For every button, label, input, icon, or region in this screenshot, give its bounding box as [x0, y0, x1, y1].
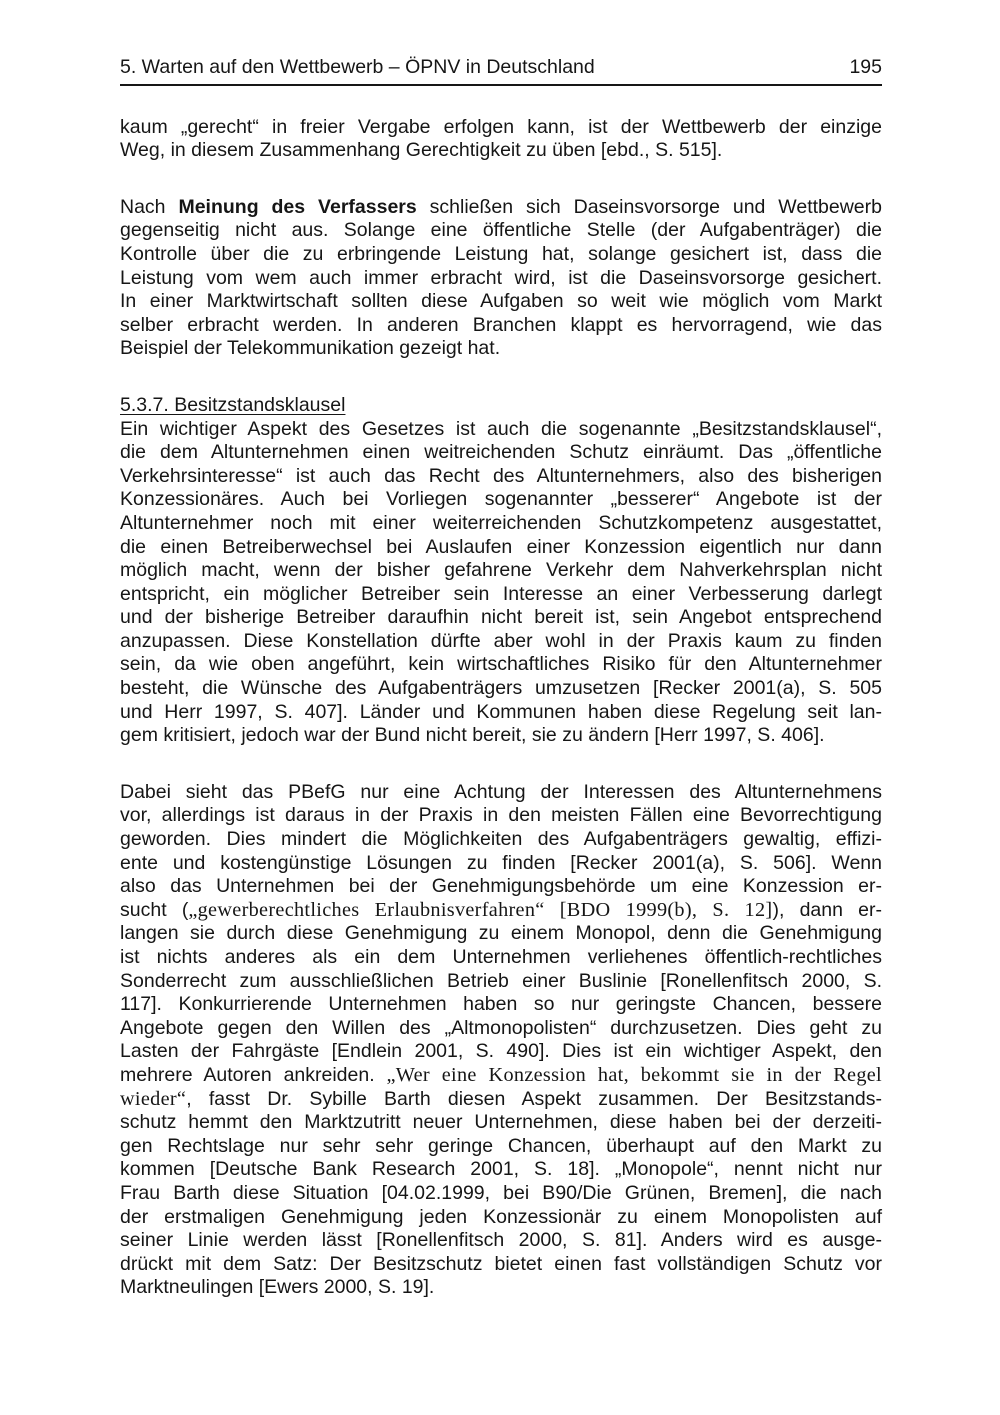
text-segment: Leistung vom wem auch immer erbracht wird, ist die Daseinsvorsorge gesichert.: [120, 266, 882, 289]
serif-text-segment: wieder“: [120, 1087, 187, 1110]
text-line: [120, 606, 882, 630]
text-line: [120, 875, 882, 899]
bold-text-segment: Meinung des Verfassers: [178, 195, 417, 218]
text-segment: gen Rechtslage nur sehr sehr geringe Chancen, überhaupt auf den Markt zu: [120, 1134, 882, 1157]
serif-text-segment: „gewerberechtliches Erlaubnisverfahren“ [BDO 1999(b), S. 12]: [188, 898, 773, 921]
text-segment: der erstmaligen Genehmigung jeden Konzessionär zu einem Monopolisten auf: [120, 1205, 882, 1228]
text-line: [120, 1135, 882, 1159]
paragraph: [120, 781, 882, 1300]
text-segment: und der bisherige Betreiber daraufhin nicht bereit ist, sein Angebot entsprechend: [120, 606, 882, 629]
paragraph: [120, 196, 882, 361]
text-line: [120, 488, 882, 512]
text-segment: Lasten der Fahrgäste [Endlein 2001, S. 490]. Dies ist ein wichtiger Aspekt, den: [120, 1040, 882, 1063]
text-segment: ist nichts anderes als ein dem Unternehmen verliehenes öffentlich-rechtliches: [120, 946, 882, 968]
text-line: [120, 630, 882, 654]
text-segment: sucht (: [120, 898, 189, 921]
text-segment: Altunternehmer noch mit einer weiterreichenden Schutzkompetenz ausgestattet,: [120, 511, 882, 534]
text-segment: ), dann er-: [772, 898, 883, 921]
serif-text-segment: „Wer eine Konzession hat, bekommt sie in der Regel: [386, 1063, 882, 1086]
text-segment: 117]. Konkurrierende Unternehmen haben so nur geringste Chancen, bessere: [120, 993, 882, 1016]
text-segment: möglich macht, wenn der bisher gefahrene Verkehr dem Nahverkehrsplan nicht: [120, 559, 882, 582]
text-line: [120, 1017, 882, 1041]
text-line: [120, 1182, 882, 1206]
text-segment: Verkehrsinteresse“ ist auch das Recht des Altunternehmers, also des bisherigen: [120, 464, 882, 487]
text-segment: entspricht, ein möglicher Betreiber sein Interesse an einer Verbesserung darlegt: [120, 582, 882, 605]
text-segment: Konzessionäres. Auch bei Vorliegen sogenannter „besserer“ Angebote ist der: [120, 488, 882, 511]
text-line: [120, 559, 882, 583]
text-segment: besteht, die Wünsche des Aufgabenträgers umzusetzen [Recker 2001(a), S. 505: [120, 677, 882, 700]
text-line: [120, 243, 882, 267]
text-line: [120, 899, 882, 923]
text-segment: schließen sich Daseinsvorsorge und Wettbewerb: [416, 195, 882, 218]
text-line: [120, 701, 882, 725]
text-line: [120, 1064, 882, 1088]
text-line: [120, 536, 882, 560]
text-segment: drückt mit dem Satz: Der Besitzschutz bietet einen fast vollständigen Schutz vor: [120, 1252, 882, 1275]
text-segment: die dem Altunternehmen einen weitreichenden Schutz einräumt. Das „öffentliche: [120, 441, 882, 464]
text-segment: sein, da wie oben angeführt, kein wirtschaftliches Risiko für den Altunternehmer: [120, 653, 882, 676]
text-line: [120, 1229, 882, 1253]
text-line: [120, 724, 882, 748]
text-segment: Dabei sieht das PBefG nur eine Achtung der Interessen des Altunternehmens: [120, 780, 882, 803]
text-segment: gegenseitig nicht aus. Solange eine öffentliche Stelle (der Aufgabenträger) die: [120, 219, 882, 242]
page-body: [120, 116, 882, 1300]
text-line: [120, 922, 882, 946]
text-line: [120, 139, 882, 163]
text-line: [120, 1206, 882, 1230]
text-segment: , fasst Dr. Sybille Barth diesen Aspekt zusammen. Der Besitzstands-: [186, 1087, 882, 1110]
text-line: [120, 583, 882, 607]
text-segment: vor, allerdings ist daraus in der Praxis in den meisten Fällen eine Bevorrechtigung: [120, 804, 882, 827]
text-segment: Ein wichtiger Aspekt des Gesetzes ist auch die sogenannte „Besitzstandsklausel“,: [120, 417, 882, 440]
text-line: [120, 1040, 882, 1064]
text-segment: Frau Barth diese Situation [04.02.1999, bei B90/Die Grünen, Bremen], die nach: [120, 1181, 882, 1204]
text-line: [120, 337, 882, 361]
text-line: [120, 828, 882, 852]
text-line: [120, 852, 882, 876]
text-line: [120, 970, 882, 994]
text-line: [120, 781, 882, 805]
text-segment: ente und kostengünstige Lösungen zu finden [Recker 2001(a), S. 506]. Wenn: [120, 851, 882, 874]
text-segment: Sonderrecht zum ausschließlichen Betrieb einer Buslinie [Ronellenfitsch 2000, S.: [120, 969, 882, 992]
text-segment: Angebote gegen den Willen des „Altmonopolisten“ durchzusetzen. Dies geht zu: [120, 1016, 882, 1039]
text-line: [120, 512, 882, 536]
text-line: [120, 1253, 882, 1277]
text-segment: Nach: [120, 195, 179, 218]
paragraph: [120, 418, 882, 748]
text-line: [120, 418, 882, 442]
text-segment: mehrere Autoren ankreiden.: [120, 1063, 387, 1086]
text-line: [120, 290, 882, 314]
text-segment: kaum „gerecht“ in freier Vergabe erfolgen kann, ist der Wettbewerb der einzige: [120, 115, 882, 138]
text-line: [120, 1088, 882, 1112]
text-segment: die einen Betreiberwechsel bei Auslaufen einer Konzession eigentlich nur dann: [120, 535, 882, 558]
text-segment: Beispiel der Telekommunikation gezeigt hat.: [120, 337, 501, 360]
text-line: [120, 804, 882, 828]
text-segment: langen sie durch diese Genehmigung zu einem Monopol, denn die Genehmigung: [120, 922, 882, 945]
text-segment: also das Unternehmen bei der Genehmigungsbehörde um eine Konzession er-: [120, 875, 882, 898]
text-segment: kommen [Deutsche Bank Research 2001, S. 18]. „Monopole“, nennt nicht nur: [120, 1158, 882, 1181]
text-segment: seiner Linie werden lässt [Ronellenfitsch 2000, S. 81]. Anders wird es ausge-: [120, 1229, 882, 1252]
text-segment: selber erbracht werden. In anderen Branchen klappt es hervorragend, wie das: [120, 313, 882, 336]
text-line: [120, 993, 882, 1017]
text-line: [120, 196, 882, 220]
running-head-title: 5. Warten auf den Wettbewerb – ÖPNV in Deutschland: [120, 56, 595, 78]
text-segment: geworden. Dies mindert die Möglichkeiten des Aufgabenträgers gewaltig, effizi-: [120, 828, 882, 851]
text-line: [120, 946, 882, 970]
text-segment: In einer Marktwirtschaft sollten diese Aufgaben so weit wie möglich vom Markt: [120, 290, 882, 313]
text-segment: schutz hemmt den Marktzutritt neuer Unternehmen, diese haben bei der derzeiti-: [120, 1111, 882, 1134]
text-line: [120, 116, 882, 140]
text-segment: Weg, in diesem Zusammenhang Gerechtigkeit zu üben [ebd., S. 515].: [120, 139, 723, 162]
text-line: [120, 1111, 882, 1135]
text-segment: Marktneulingen [Ewers 2000, S. 19].: [120, 1276, 435, 1299]
text-segment: gem kritisiert, jedoch war der Bund nicht bereit, sie zu ändern [Herr 1997, S. 406].: [120, 724, 825, 747]
text-line: [120, 465, 882, 489]
text-line: [120, 653, 882, 677]
text-line: [120, 267, 882, 291]
text-segment: anzupassen. Diese Konstellation dürfte aber wohl in der Praxis kaum zu finden: [120, 629, 882, 652]
text-line: [120, 314, 882, 338]
text-segment: Kontrolle über die zu erbringende Leistung hat, solange gesichert ist, dass die: [120, 242, 882, 265]
text-line: [120, 1276, 882, 1300]
text-line: [120, 677, 882, 701]
section-heading: 5.3.7. Besitzstandsklausel: [120, 393, 346, 416]
paragraph: [120, 116, 882, 163]
page-header: [120, 56, 882, 86]
text-line: [120, 441, 882, 465]
page-number: 195: [849, 56, 882, 78]
text-line: [120, 1158, 882, 1182]
text-segment: und Herr 1997, S. 407]. Länder und Kommunen haben diese Regelung seit lan-: [120, 700, 882, 723]
text-line: [120, 219, 882, 243]
